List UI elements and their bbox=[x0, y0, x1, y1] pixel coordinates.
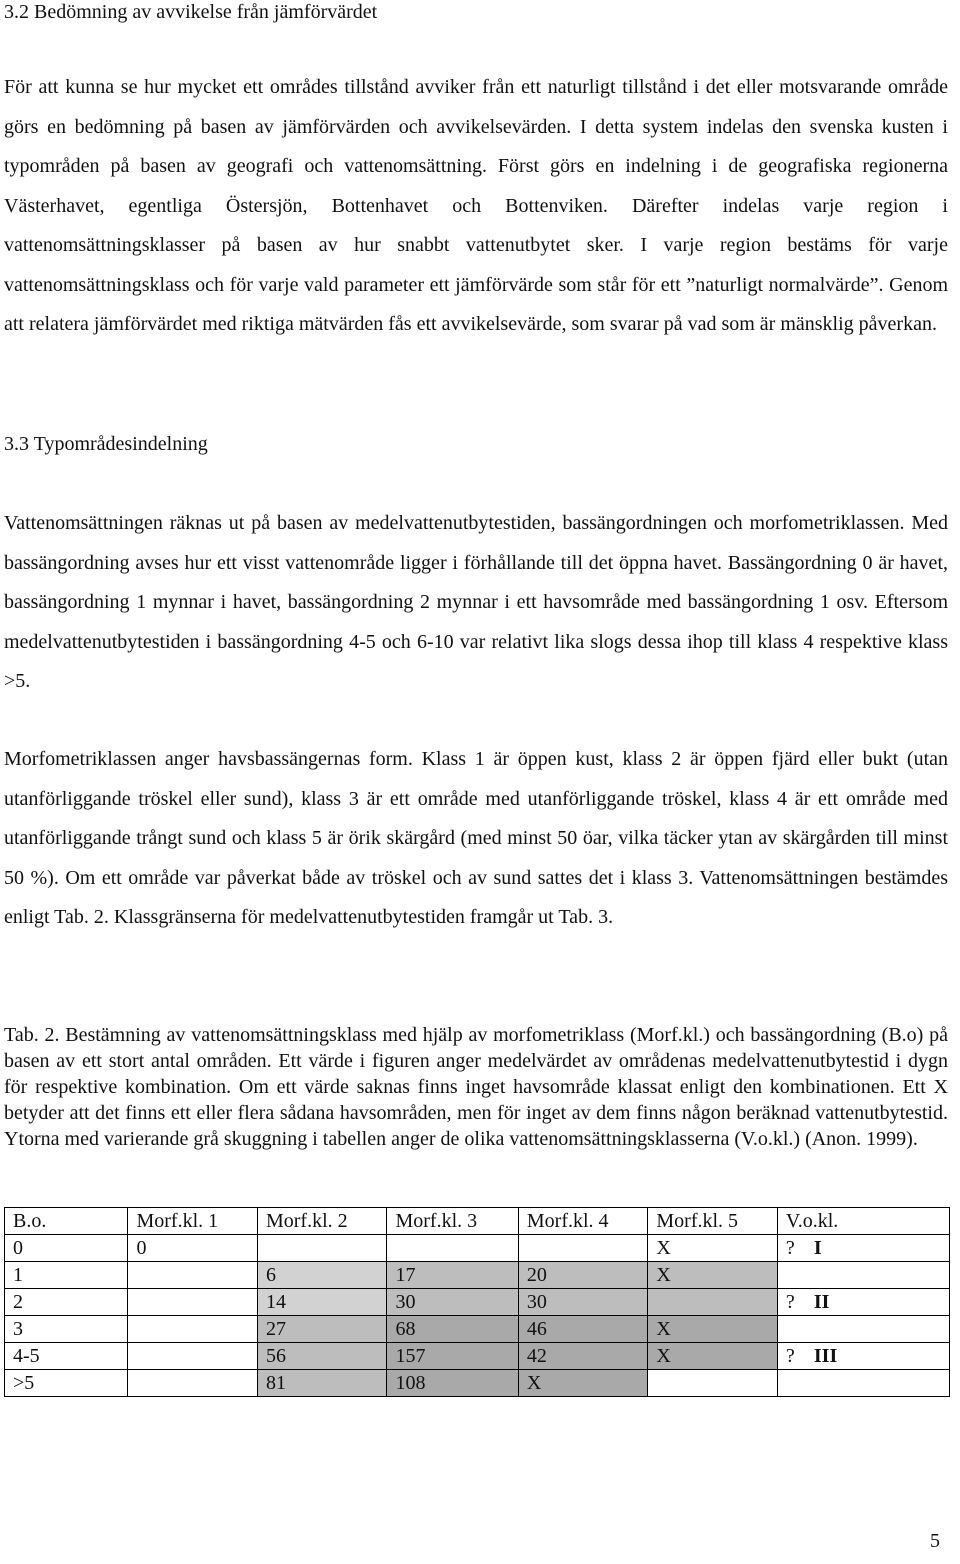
table-cell bbox=[128, 1262, 258, 1289]
class-cell-spacer bbox=[777, 1370, 949, 1397]
table-cell bbox=[387, 1235, 518, 1262]
table-cell: 30 bbox=[518, 1289, 648, 1316]
table-cell: 30 bbox=[387, 1289, 518, 1316]
class-mark: ? bbox=[785, 1345, 795, 1367]
table-cell: 17 bbox=[387, 1262, 518, 1289]
header-cell: Morf.kl. 2 bbox=[257, 1208, 387, 1235]
header-cell: Morf.kl. 1 bbox=[128, 1208, 258, 1235]
table-cell bbox=[128, 1370, 258, 1397]
table-row bbox=[5, 1316, 950, 1343]
class-cell-I bbox=[777, 1235, 949, 1262]
table-cell bbox=[518, 1235, 648, 1262]
table-cell bbox=[648, 1370, 778, 1397]
table-cell: 0 bbox=[128, 1235, 258, 1262]
class-cell-II bbox=[777, 1289, 949, 1316]
water-exchange-table bbox=[4, 1207, 950, 1397]
table-cell bbox=[128, 1289, 258, 1316]
header-cell: Morf.kl. 4 bbox=[518, 1208, 648, 1235]
table-cell bbox=[257, 1235, 387, 1262]
table-cell: 20 bbox=[518, 1262, 648, 1289]
class-cell-spacer bbox=[777, 1262, 949, 1289]
class-mark: ? bbox=[785, 1237, 795, 1259]
class-label: III bbox=[813, 1345, 838, 1367]
table-row bbox=[5, 1343, 950, 1370]
class-label: I bbox=[813, 1237, 822, 1259]
table-cell: 0 bbox=[5, 1235, 128, 1262]
header-cell: B.o. bbox=[5, 1208, 128, 1235]
table-cell bbox=[128, 1343, 258, 1370]
table-cell: 157 bbox=[387, 1343, 518, 1370]
header-cell: Morf.kl. 5 bbox=[648, 1208, 778, 1235]
section-heading-3-3: 3.3 Typområdesindelning bbox=[4, 433, 208, 455]
table-header-row bbox=[5, 1208, 950, 1235]
section-3-3-paragraph-2: Morfometriklassen anger havsbassängernas form. Klass 1 är öppen kust, klass 2 är öppen fjärd eller bukt (utan utanförliggande tröskel eller sund), klass 3 är ett område med utanförliggande tröskel, klass 4 är ett område med utanförliggande trångt sund och klass 5 är örik skärgård (med minst 50 öar, vilka täcker ytan av skärgården till minst 50 %). Om ett område var påverkat både av tröskel och av sund sattes det i klass 3. Vattenomsättningen bestämdes enligt Tab. 2. Klassgränserna för medelvattenutbytestiden framgår ut Tab. 3. bbox=[4, 748, 948, 928]
table-cell: 27 bbox=[257, 1316, 387, 1343]
page-number: 5 bbox=[930, 1530, 940, 1552]
header-cell: Morf.kl. 3 bbox=[387, 1208, 518, 1235]
table-cell: X bbox=[648, 1235, 778, 1262]
class-cell-spacer bbox=[777, 1316, 949, 1343]
table-cell: >5 bbox=[5, 1370, 128, 1397]
table-cell: 68 bbox=[387, 1316, 518, 1343]
section-heading-3-2: 3.2 Bedömning av avvikelse från jämförvärdet bbox=[4, 1, 378, 23]
table-cell bbox=[128, 1316, 258, 1343]
table-cell: 4-5 bbox=[5, 1343, 128, 1370]
table-cell: 1 bbox=[5, 1262, 128, 1289]
table-cell: 46 bbox=[518, 1316, 648, 1343]
table-caption: Tab. 2. Bestämning av vattenomsättningsklass med hjälp av morfometriklass (Morf.kl.) och bassängordning (B.o) på basen av ett stort antal områden. Ett värde i figuren anger medelvärdet av områdenas medelvattenutbytestid i dygn för respektive kombination. Om ett värde saknas finns inget havsområde klassat enligt den kombinationen. Ett X betyder att det finns ett eller flera sådana havsområden, men för inget av dem finns någon beräknad vattenutbytestid. Ytorna med varierande grå skuggning i tabellen anger de olika vattenomsättningsklasserna (V.o.kl.) (Anon. 1999). bbox=[4, 1024, 948, 1150]
header-cell: V.o.kl. bbox=[777, 1208, 949, 1235]
table-cell: X bbox=[648, 1316, 778, 1343]
section-3-3-paragraph-1: Vattenomsättningen räknas ut på basen av medelvattenutbytestiden, bassängordningen och morfometriklassen. Med bassängordning avses hur ett visst vattenområde ligger i förhållande till det öppna havet. Bassängordning 0 är havet, bassängordning 1 mynnar i havet, bassängordning 2 mynnar i ett havsområde med bassängordning 1 osv. Eftersom medelvattenutbytestiden i bassängordning 4-5 och 6-10 var relativt lika slogs dessa ihop till klass 4 respektive klass >5. bbox=[4, 512, 948, 692]
table-cell: 3 bbox=[5, 1316, 128, 1343]
table-cell: 108 bbox=[387, 1370, 518, 1397]
class-label: II bbox=[813, 1291, 830, 1313]
table-cell: X bbox=[518, 1370, 648, 1397]
table-cell: 6 bbox=[257, 1262, 387, 1289]
table-cell bbox=[648, 1289, 778, 1316]
table-row bbox=[5, 1370, 950, 1397]
table-cell: 56 bbox=[257, 1343, 387, 1370]
table-cell: 81 bbox=[257, 1370, 387, 1397]
table-cell: 2 bbox=[5, 1289, 128, 1316]
table-row bbox=[5, 1262, 950, 1289]
table-cell: X bbox=[648, 1343, 778, 1370]
class-cell-III bbox=[777, 1343, 949, 1370]
table-row bbox=[5, 1235, 950, 1262]
table-cell: 42 bbox=[518, 1343, 648, 1370]
table-cell: 14 bbox=[257, 1289, 387, 1316]
section-3-2-paragraph: För att kunna se hur mycket ett områdes tillstånd avviker från ett naturligt tillstånd i det eller motsvarande område görs en bedömning på basen av jämförvärden och avvikelsevärden. I detta system indelas den svenska kusten i typområden på basen av geografi och vattenomsättning. Först görs en indelning i de geografiska regionerna Västerhavet, egentliga Östersjön, Bottenhavet och Bottenviken. Därefter indelas varje region i vattenomsättningsklasser på basen av hur snabbt vattenutbytet sker. I varje region bestäms för varje vattenomsättningsklass och för varje vald parameter ett jämförvärde som står för ett ”naturligt normalvärde”. Genom att relatera jämförvärdet med riktiga mätvärden fås ett avvikelsevärde, som svarar på vad som är mänsklig påverkan. bbox=[4, 76, 948, 335]
class-mark: ? bbox=[785, 1291, 795, 1313]
table-row bbox=[5, 1289, 950, 1316]
table-cell: X bbox=[648, 1262, 778, 1289]
